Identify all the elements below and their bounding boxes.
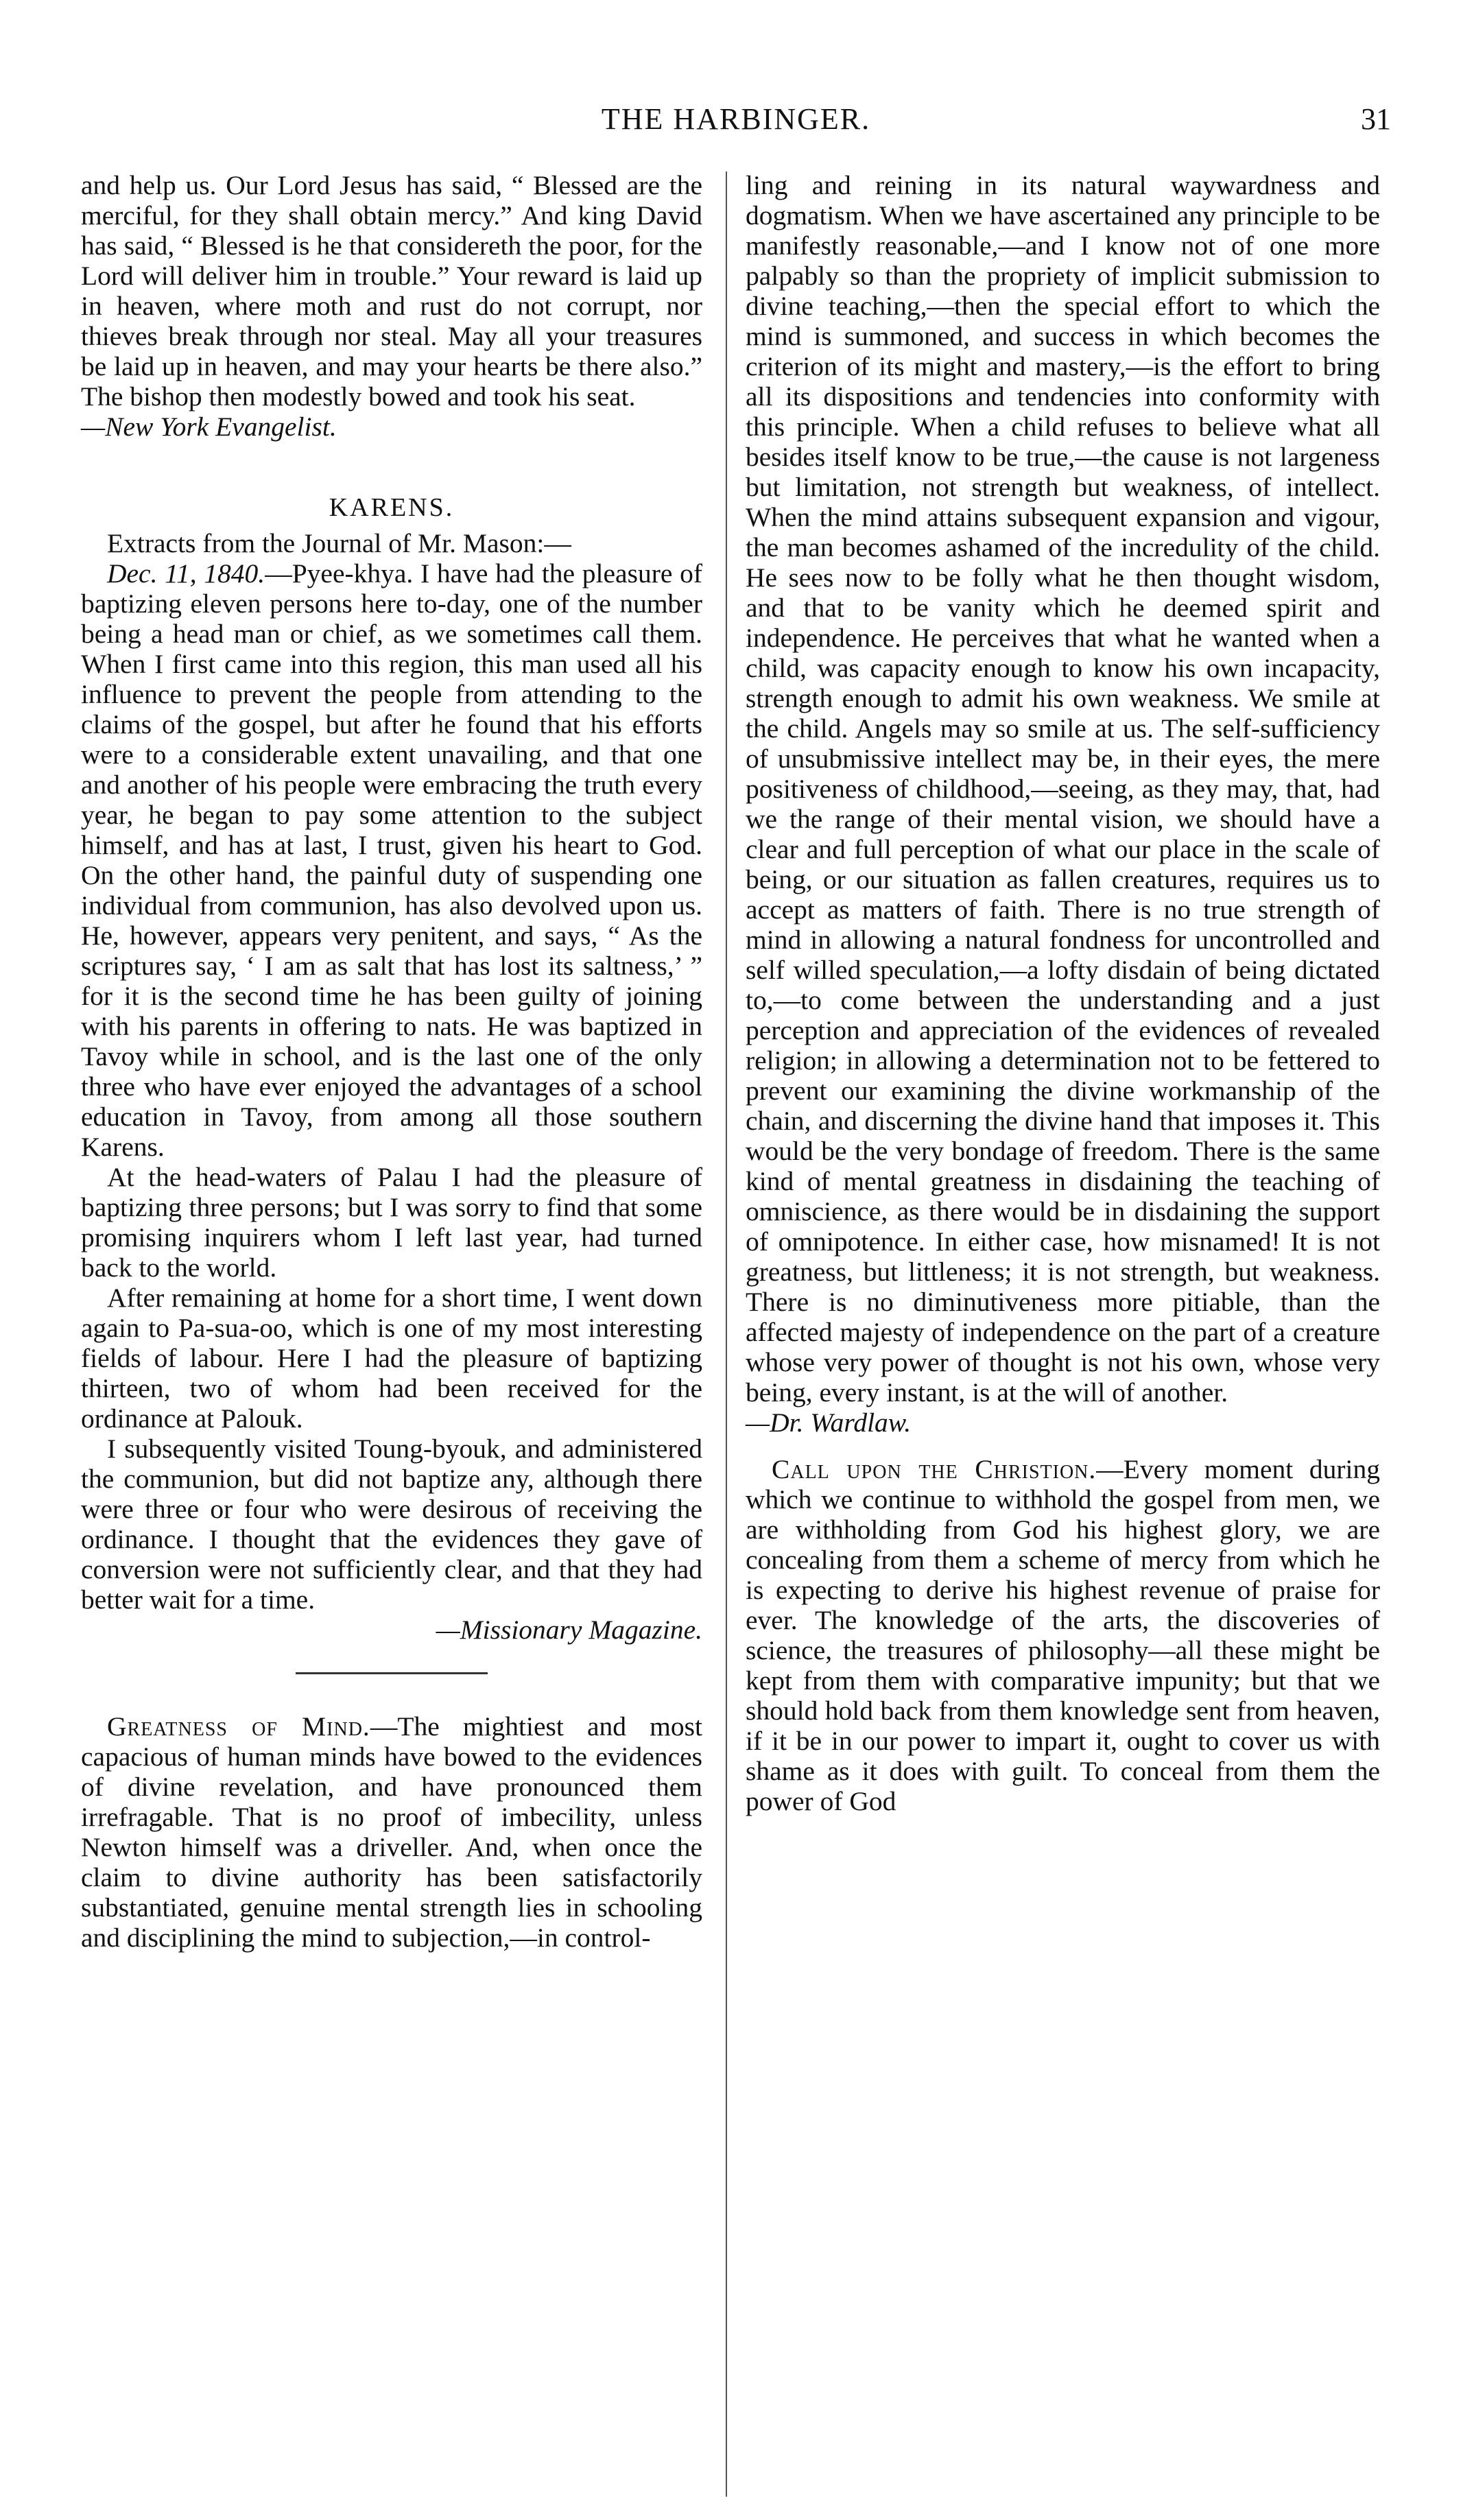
left-column <box>81 170 702 1953</box>
right-column <box>746 170 1380 1816</box>
call-upon-christian-paragraph <box>746 1454 1380 1816</box>
page-header <box>81 102 1391 156</box>
journal-date: Dec. 11, 1840. <box>107 558 265 589</box>
source-dr-wardlaw: —Dr. Wardlaw. <box>746 1407 912 1438</box>
bishop-speech-paragraph: and help us. Our Lord Jesus has said, “ Blessed are the merciful, for they shall obtain mercy.” And king David has said, “ Blessed is he that considereth the poor, for the Lord will deliver him in trouble.” Your reward is laid up in heaven, where moth and rust do not corrupt, nor thieves break through nor steal. May all your treasures be laid up in heaven, and may your hearts be there also.” The bishop then modestly bowed and took his seat. <box>81 170 702 412</box>
greatness-text: —The mightiest and most capacious of human minds have bowed to the evidences of divine revelation, and have pronounced them irrefragable. That is no proof of imbecility, unless Newton himself was a driveller. And, when once the claim to divine authority has been satisfactorily substantiated, genuine mental strength lies in schooling and disciplining the mind to subjection,—in control- <box>81 1711 702 1953</box>
page-number: 31 <box>1361 102 1391 136</box>
source-missionary-magazine: —Missionary Magazine. <box>436 1615 702 1645</box>
call-text: —Every moment during which we continue to withhold the gospel from men, we are withholding from God his highest glory, we are concealing from them a scheme of mercy from which he is expecting to derive his highest revenue of praise for ever. The knowledge of the arts, the discoveries of science, the treasures of philosophy—all these might be kept from them with comparative impunity; but that we should hold back from them knowledge sent from heaven, if it be in our power to impart it, ought to cover us with shame as it does with guilt. To conceal from them the power of God <box>746 1454 1380 1816</box>
greatness-heading: Greatness of Mind. <box>107 1711 370 1742</box>
karens-paragraph-1-text: —Pyee-khya. I have had the pleasure of baptizing eleven persons here to-day, one of the number being a head man or chief, as we sometimes call them. When I first came into this region, this man used all his influence to prevent the people from attending to the claims of the gospel, but after he found that his efforts were to a considerable extent unavailing, and that one and another of his people were embracing the truth every year, he began to pay some attention to the subject himself, and has at last, I trust, given his heart to God. On the other hand, the painful duty of suspending one individual from communion, has also devolved upon us. He, however, appears very penitent, and says, “ As the scriptures say, ‘ I am as salt that has lost its saltness,’ ” for it is the second time he has been guilty of joining with his parents in offering to nats. He was baptized in Tavoy while in school, and is the last one of the only three who have ever enjoyed the advantages of a school education in Tavoy, from among all those southern Karens. <box>81 558 702 1162</box>
section-heading-karens: KARENS. <box>329 493 455 522</box>
section-divider <box>296 1672 488 1674</box>
column-divider <box>726 171 727 2497</box>
karens-paragraph-2: At the head-waters of Palau I had the pleasure of baptizing three persons; but I was sorry to find that some promising inquirers whom I left last year, had turned back to the world. <box>81 1162 702 1283</box>
spacer <box>746 1438 1380 1454</box>
greatness-continued-paragraph: ling and reining in its natural waywardness and dogmatism. When we have ascertained any principle to be manifestly reasonable,—and I know not of one more palpably so than the propriety of implicit submission to divine teaching,—then the special effort to which the mind is summoned, and success in which becomes the criterion of its might and mastery,—is the effort to bring all its dispositions and tendencies into conformity with this principle. When a child refuses to believe what all besides itself know to be true,—the cause is not largeness but limitation, not strength but weakness, of intellect. When the mind attains subsequent expansion and vigour, the man becomes ashamed of the incredulity of the child. He sees now to be folly what he then thought wisdom, and that to be vanity which he deemed spirit and independence. He perceives that what he wanted when a child, was capacity enough to know his own incapacity, strength enough to admit his own weakness. We smile at the child. Angels may so smile at us. The self-sufficiency of unsubmissive intellect may be, in their eyes, the mere positiveness of childhood,—seeing, as they may, that, had we the range of their mental vision, we should have a clear and full perception of what our place in the scale of being, or our situation as fallen creatures, requires us to accept as matters of faith. There is no true strength of mind in allowing a natural fondness for uncontrolled and self willed speculation,—a lofty disdain of being dictated to,—to come between the understanding and a just perception and appreciation of the evidences of revealed religion; in allowing a determination not to be fettered to prevent our examining the divine workmanship of the chain, and discerning the divine hand that imposes it. This would be the very bondage of freedom. There is the same kind of mental greatness in disdaining the teaching of omniscience, as there would be in disdaining the support of omnipotence. In either case, how misnamed! It is not greatness, but littleness; it is not strength, but weakness. There is no diminutiveness more pitiable, than the affected majesty of independence on the part of a creature whose very power of thought is not his own, whose very being, every instant, is at the will of another. <box>746 170 1380 1407</box>
running-title: THE HARBINGER. <box>601 102 871 136</box>
call-heading: Call upon the Christion. <box>772 1454 1097 1484</box>
karens-intro: Extracts from the Journal of Mr. Mason:— <box>107 528 571 558</box>
source-new-york-evangelist: —New York Evangelist. <box>81 412 337 442</box>
karens-paragraph-3: After remaining at home for a short time, I went down again to Pa-sua-oo, which is one of my most interesting fields of labour. Here I had the pleasure of baptizing thirteen, two of whom had been received for the ordinance at Palouk. <box>81 1283 702 1434</box>
karens-paragraph-4: I subsequently visited Toung-byouk, and administered the communion, but did not baptize any, although there were three or four who were desirous of receiving the ordinance. I thought that the evidences they gave of conversion were not sufficiently clear, and that they had better wait for a time. <box>81 1434 702 1615</box>
karens-paragraph-1 <box>81 558 702 1162</box>
greatness-of-mind-paragraph <box>81 1711 702 1953</box>
